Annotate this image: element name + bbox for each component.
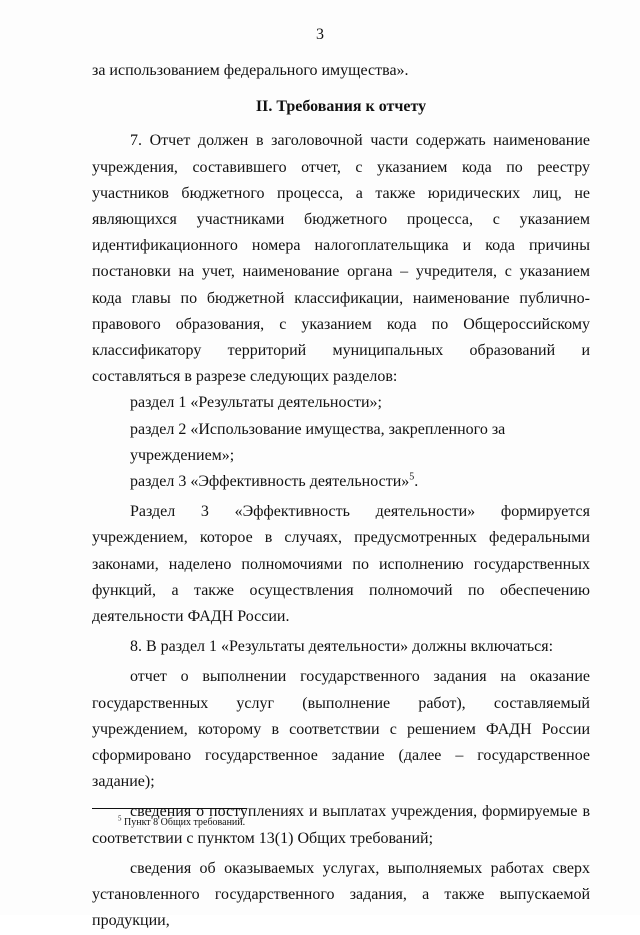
paragraph-8-item-a: отчет о выполнении государственного задания на оказание государственных услуг (выполнение работ), составляемый учреждением, которому в соответствии с решением ФАДН России сформировано государственное задание (далее – государственное задание); (92, 668, 590, 791)
section-3-text: раздел 3 «Эффективность деятельности» (130, 473, 410, 491)
document-body (92, 58, 590, 935)
paragraph-7: 7. Отчет должен в заголовочной части содержать наименование учреждения, составившего отчет, с указанием кода по реестру участников бюджетного процесса, а также юридических лиц, не являющихся участниками бюджетного процесса, с указанием идентификационного номера налогоплательщика и кода причины постановки на учет, наименование органа – учредителя, с указанием кода главы по бюджетной классификации, наименование публично-правового образования, с указанием кода по Общероссийскому классификатору территорий муниципальных образований и составляться в разрезе следующих разделов: (92, 132, 590, 386)
paragraph-section-3: Раздел 3 «Эффективность деятельности» формируется учреждением, которое в случаях, предусмотренных федеральными законами, наделено полномочиями по исполнению государственных функций, а также осуществления полномочий по обеспечению деятельности ФАДН России. (92, 503, 590, 626)
footnote-reference: 5 (409, 471, 415, 483)
list-item-section-1: раздел 1 «Результаты деятельности»; (130, 394, 382, 412)
page-number: 3 (316, 26, 324, 43)
footnote-mark: 5 (118, 814, 122, 823)
continuation-line: за использованием федерального имущества». (92, 62, 409, 79)
section-3-period: . (414, 473, 419, 491)
paragraph-8: 8. В раздел 1 «Результаты деятельности» должны включаться: (130, 638, 554, 656)
list-item-section-3 (92, 469, 590, 495)
footnote (92, 816, 616, 829)
paragraph-8-item-b: сведения о поступлениях и выплатах учреждения, формируемые в соответствии с пунктом 13(1) Общих требований; (92, 803, 590, 847)
section-title: II. Требования к отчету (255, 98, 427, 116)
footnote-divider (92, 808, 247, 809)
list-item-section-2: раздел 2 «Использование имущества, закрепленного за учреждением»; (130, 420, 506, 464)
paragraph-8-item-c: сведения об оказываемых услугах, выполняемых работах сверх установленного государственного задания, а также выпускаемой продукции, (92, 859, 590, 930)
footnote-text: Пункт 8 Общих требований. (121, 817, 246, 828)
